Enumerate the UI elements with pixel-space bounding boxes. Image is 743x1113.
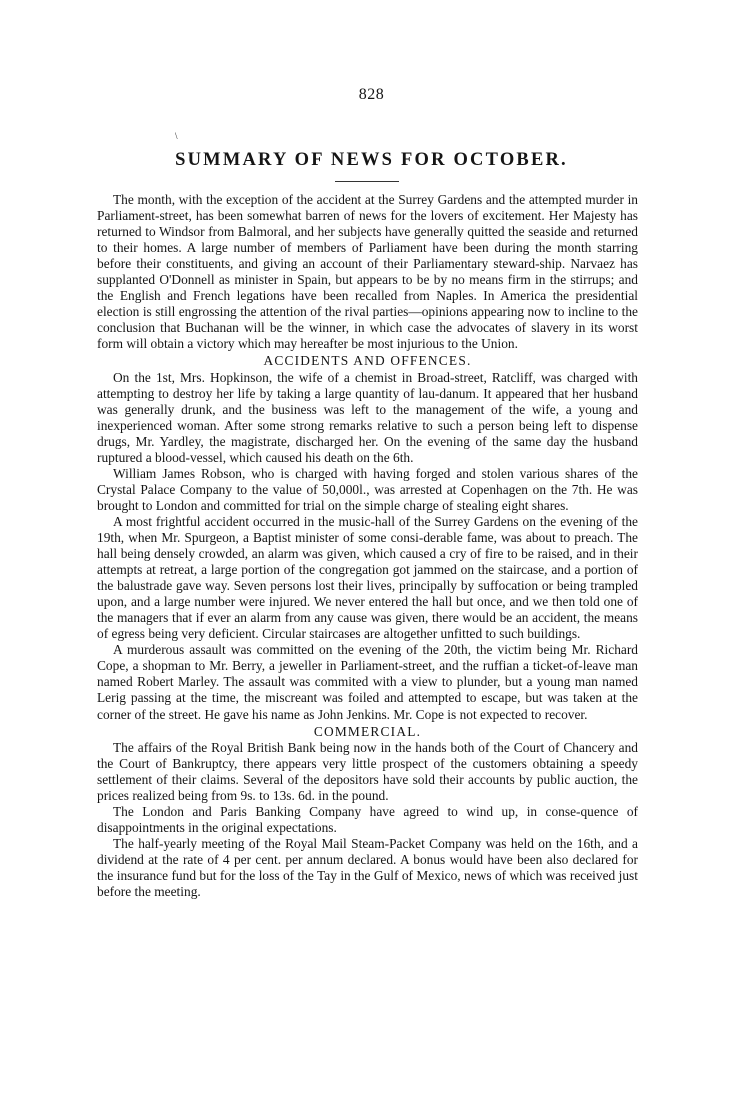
paragraph-royal-british-bank: The affairs of the Royal British Bank being now in the hands both of the Court of Chancery and the Court of Bankruptcy, there appears very little prospect of the customers obtaining a speedy settlement of their claims. Several of the depositors have sold their accounts by public auction, the prices realized being from 9s. to 13s. 6d. in the pound. [97,739,638,803]
article-body [97,192,638,900]
section-heading-accidents: ACCIDENTS AND OFFENCES. [263,353,472,369]
paragraph-hopkinson: On the 1st, Mrs. Hopkinson, the wife of a chemist in Broad-street, Ratcliff, was charged with attempting to destroy her life by taking a large quantity of lau-danum. It appeared that her husband was generally drunk, and the business was left to the management of the wife, a young and inexperienced woman. After some strong remarks relative to such a person being left to dispense drugs, Mr. Yardley, the magistrate, discharged her. On the evening of the same day the husband ruptured a blood-vessel, which caused his death on the 6th. [97,369,638,465]
title-rule [335,181,399,182]
section-heading-commercial: COMMERCIAL. [313,723,422,739]
page-title: SUMMARY OF NEWS FOR OCTOBER. [175,150,568,170]
paragraph-royal-mail: The half-yearly meeting of the Royal Mail Steam-Packet Company was held on the 16th, and a dividend at the rate of 4 per cent. per annum declared. A bonus would have been also declared for the insurance fund but for the loss of the Tay in the Gulf of Mexico, news of which was received just before the meeting. [97,835,638,900]
paragraph-assault: A murderous assault was committed on the evening of the 20th, the victim being Mr. Richard Cope, a shopman to Mr. Berry, a jeweller in Parliament-street, and the ruffian a ticket-of-leave man named Robert Marley. The assault was commited with a view to plunder, but a young man named Lerig passing at the time, the miscreant was foiled and attempted to escape, but was taken at the corner of the street. He gave his name as John Jenkins. Mr. Cope is not expected to recover. [97,642,638,722]
paragraph-london-paris-bank: The London and Paris Banking Company have agreed to wind up, in conse-quence of disappointments in the original expectations. [97,803,638,835]
intro-paragraph: The month, with the exception of the accident at the Surrey Gardens and the attempted murder in Parliament-street, has been somewhat barren of news for the lovers of excitement. Her Majesty has returned to Windsor from Balmoral, and her subjects have generally quitted the seaside and returned to their homes. A large number of members of Parliament have been during the month starring before their constituents, and giving an account of their Parliamentary steward-ship. Narvaez has supplanted O'Donnell as minister in Spain, but appears to be by no means firm in the stirrups; and the English and French legations have been recalled from Naples. In America the presidential election is still engrossing the attention of the rival parties—opinions appearing now to incline to the conclusion that Buchanan will be the winner, in which case the advocates of slavery in its worst form will obtain a victory which may hereafter be most injurious to the Union. [97,192,638,352]
paragraph-robson: William James Robson, who is charged with having forged and stolen various shares of the Crystal Palace Company to the value of 50,000l., was arrested at Copenhagen on the 7th. He was brought to London and committed for trial on the simple charge of stealing eight shares. [97,465,638,513]
paragraph-surrey-gardens: A most frightful accident occurred in the music-hall of the Surrey Gardens on the evening of the 19th, when Mr. Spurgeon, a Baptist minister of some consi-derable fame, was about to preach. The hall being densely crowded, an alarm was given, which caused a cry of fire to be raised, and in their attempts at retreat, a large portion of the congregation got jammed on the staircase, and a portion of the balustrade gave way. Seven persons lost their lives, principally by suffocation or being trampled upon, and a large number were injured. We never entered the hall but once, and we then told one of the managers that if ever an alarm from any cause was given, there would be an accident, the means of egress being very deficient. Circular staircases are altogether unfitted to such buildings. [97,513,638,642]
page-number: 828 [358,86,385,103]
print-mark: \ [175,131,178,141]
